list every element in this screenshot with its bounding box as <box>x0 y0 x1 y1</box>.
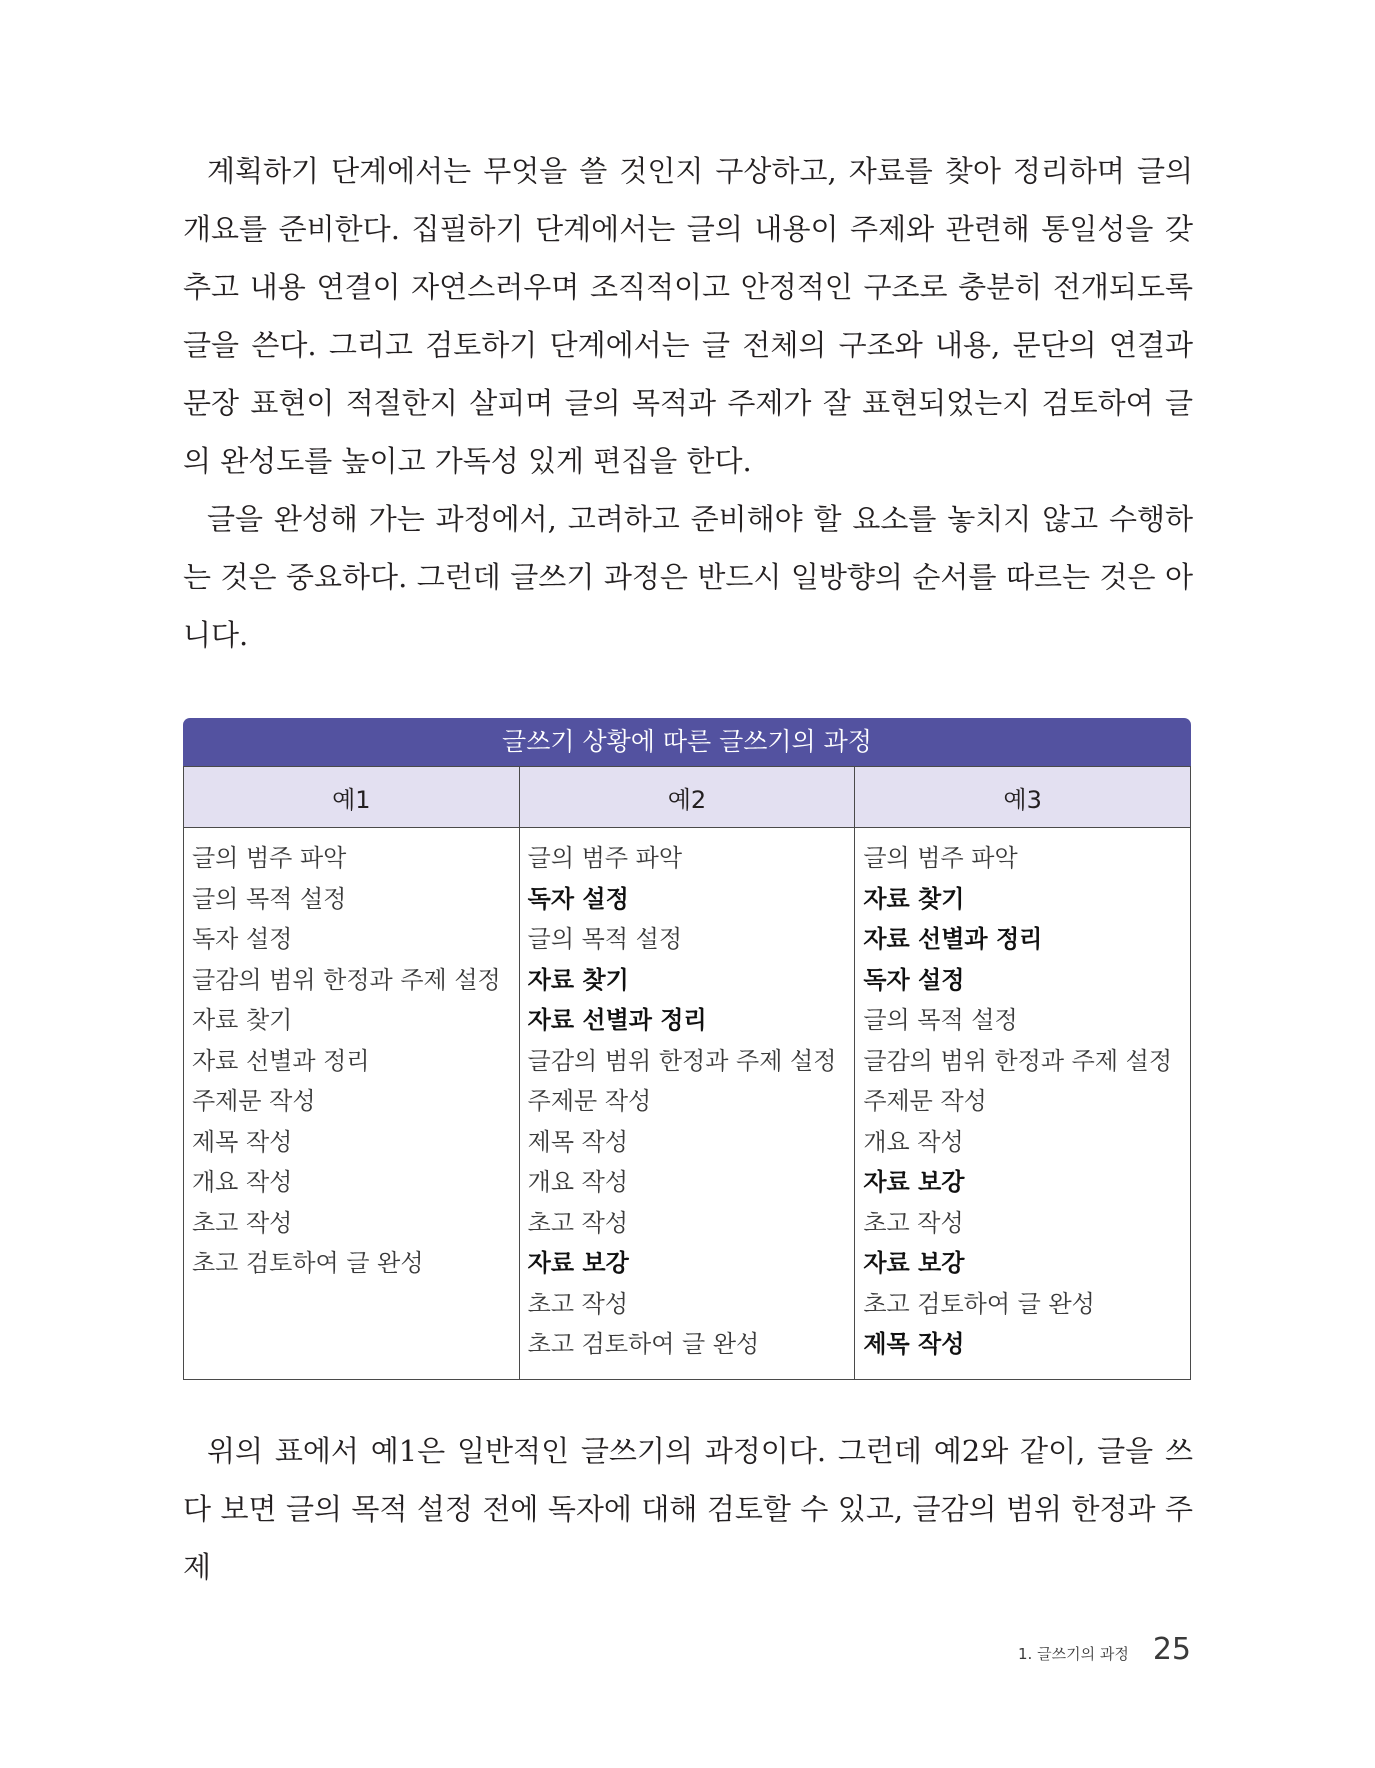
process-step: 글의 범주 파악 <box>192 844 347 872</box>
process-step: 자료 찾기 <box>527 965 629 994</box>
process-step: 제목 작성 <box>863 1330 965 1358</box>
body-text-top <box>183 142 1193 664</box>
process-step: 주제문 작성 <box>863 1087 987 1115</box>
process-step: 독자 설정 <box>527 884 629 913</box>
process-step: 글감의 범위 한정과 주제 설정 <box>192 965 501 994</box>
process-step: 글의 목적 설정 <box>863 1006 1018 1034</box>
table-title: 글쓰기 상황에 따른 글쓰기의 과정 <box>183 718 1191 766</box>
body-text-bottom <box>183 1422 1193 1596</box>
process-step: 제목 작성 <box>192 1127 293 1156</box>
process-step: 초고 작성 <box>192 1208 293 1237</box>
process-step: 글감의 범위 한정과 주제 설정 <box>863 1046 1173 1075</box>
process-step: 글의 범주 파악 <box>527 844 683 872</box>
process-step: 개요 작성 <box>527 1168 629 1196</box>
steps-column-3 <box>855 828 1191 1380</box>
steps-column-1 <box>184 828 520 1380</box>
column-header-example-2: 예2 <box>519 767 855 828</box>
page-number: 25 <box>1152 1632 1191 1667</box>
table-grid <box>183 766 1191 1380</box>
process-step: 자료 찾기 <box>863 884 965 913</box>
process-step: 자료 선별과 정리 <box>527 1006 707 1034</box>
paragraph: 위의 표에서 예1은 일반적인 글쓰기의 과정이다. 그런데 예2와 같이, 글을 쓰다 보면 글의 목적 설정 전에 독자에 대해 검토할 수 있고, 글감의 범위 한정과 주제 <box>183 1434 1193 1584</box>
process-step: 초고 검토하여 글 완성 <box>192 1249 424 1277</box>
table-body-row <box>184 828 1191 1380</box>
process-step: 개요 작성 <box>863 1127 964 1156</box>
process-step: 글의 목적 설정 <box>192 884 347 913</box>
process-step: 독자 설정 <box>192 925 293 953</box>
process-step: 글의 범주 파악 <box>863 844 1018 872</box>
page-footer <box>1018 1632 1191 1667</box>
process-step: 자료 찾기 <box>192 1006 293 1034</box>
process-step: 자료 보강 <box>863 1168 965 1196</box>
process-step: 자료 선별과 정리 <box>192 1046 370 1075</box>
process-step: 개요 작성 <box>192 1168 293 1196</box>
process-step: 초고 작성 <box>527 1208 629 1237</box>
process-step: 글의 목적 설정 <box>527 925 683 953</box>
process-step: 주제문 작성 <box>527 1087 652 1115</box>
column-header-example-1: 예1 <box>184 767 520 828</box>
footer-section-title: 1. 글쓰기의 과정 <box>1018 1645 1129 1663</box>
process-step: 제목 작성 <box>527 1127 629 1156</box>
table-header-row <box>184 767 1191 828</box>
process-step: 초고 작성 <box>527 1289 629 1318</box>
process-step: 자료 선별과 정리 <box>863 925 1043 953</box>
process-step: 글감의 범위 한정과 주제 설정 <box>527 1046 837 1075</box>
paragraph: 계획하기 단계에서는 무엇을 쓸 것인지 구상하고, 자료를 찾아 정리하며 글의 개요를 준비한다. 집필하기 단계에서는 글의 내용이 주제와 관련해 통일성을 갖추고 내용 연결이 자연스러우며 조직적이고 안정적인 구조로 충분히 전개되도록 글을 쓴다. 그리고 검토하기 단계에서는 글 전체의 구조와 내용, 문단의 연결과 문장 표현이 적절한지 살피며 글의 목적과 주제가 잘 표현되었는지 검토하여 글의 완성도를 높이고 가독성 있게 편집을 한다. <box>183 154 1193 478</box>
process-step: 주제문 작성 <box>192 1087 316 1115</box>
process-step: 초고 검토하여 글 완성 <box>527 1330 760 1358</box>
paragraph: 글을 완성해 가는 과정에서, 고려하고 준비해야 할 요소를 놓치지 않고 수행하는 것은 중요하다. 그런데 글쓰기 과정은 반드시 일방향의 순서를 따르는 것은 아니다. <box>183 502 1193 652</box>
process-step: 초고 검토하여 글 완성 <box>863 1289 1095 1318</box>
process-step: 초고 작성 <box>863 1208 964 1237</box>
process-step: 독자 설정 <box>863 965 965 994</box>
process-table <box>183 718 1191 1380</box>
process-step: 자료 보강 <box>863 1249 965 1277</box>
process-step: 자료 보강 <box>527 1249 629 1277</box>
column-header-example-3: 예3 <box>855 767 1191 828</box>
steps-column-2 <box>519 828 855 1380</box>
